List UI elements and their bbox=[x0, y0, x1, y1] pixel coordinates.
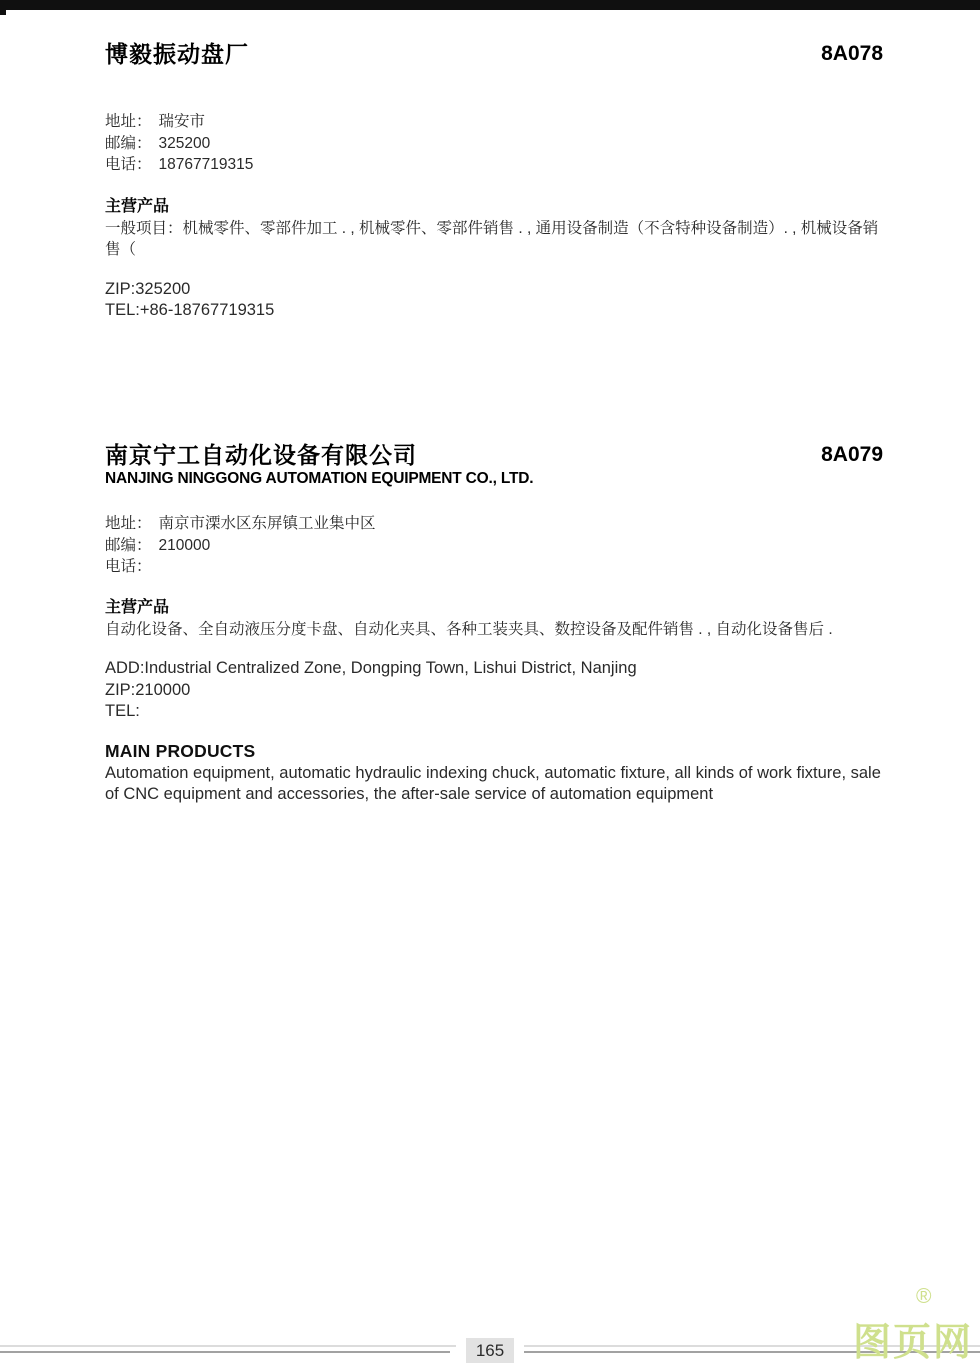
products-text-cn: 一般项目：机械零件、零部件加工 . , 机械零件、零部件销售 . , 通用设备制造（不含特种设备制造）. , 机械设备销售（ bbox=[105, 219, 879, 258]
registered-mark-icon: ® bbox=[916, 1285, 932, 1308]
tel-row bbox=[105, 154, 883, 176]
main-products-text: Automation equipment, automatic hydraulic indexing chuck, automatic fixture, all kinds of work fixture, sale of CNC equipment and accessories, the after-sale service of automation equipment bbox=[105, 763, 881, 803]
contact-block-en bbox=[105, 658, 883, 723]
address-row bbox=[105, 513, 883, 535]
company-name-cn: 南京宁工自动化设备有限公司 bbox=[105, 442, 417, 468]
zip-label: 邮编： bbox=[105, 134, 152, 152]
address-label: 地址： bbox=[105, 113, 152, 130]
address-row bbox=[105, 111, 883, 133]
tel-en-line: TEL: bbox=[105, 702, 140, 720]
zip-value: 325200 bbox=[158, 134, 211, 152]
top-border-left-stub bbox=[0, 0, 6, 15]
company-code: 8A079 bbox=[821, 443, 883, 466]
company-section bbox=[105, 441, 883, 805]
zip-row bbox=[105, 535, 883, 557]
products-heading-cn: 主营产品 bbox=[105, 598, 170, 616]
company-header bbox=[105, 40, 883, 68]
contact-block bbox=[105, 111, 883, 176]
top-border-bar bbox=[0, 0, 980, 10]
company-name-en: NANJING NINGGONG AUTOMATION EQUIPMENT CO., LTD. bbox=[105, 470, 534, 487]
products-heading-cn: 主营产品 bbox=[105, 197, 170, 215]
zip-en-line: ZIP:210000 bbox=[105, 680, 191, 699]
watermark-text: 图页网 bbox=[853, 1322, 974, 1364]
contact-block bbox=[105, 513, 883, 578]
add-en-line: ADD:Industrial Centralized Zone, Dongping Town, Lishui District, Nanjing bbox=[105, 659, 637, 677]
address-value: 瑞安市 bbox=[158, 113, 206, 130]
zip-en-line: ZIP:325200 bbox=[105, 279, 191, 298]
products-text-cn: 自动化设备、全自动液压分度卡盘、自动化夹具、各种工装夹具、数控设备及配件销售 . , 自动化设备售后 . bbox=[105, 620, 833, 638]
watermark-logo bbox=[853, 1284, 980, 1364]
zip-row bbox=[105, 133, 883, 155]
tel-label: 电话： bbox=[105, 156, 152, 173]
main-products-heading: MAIN PRODUCTS bbox=[105, 740, 256, 761]
tel-value: 18767719315 bbox=[158, 156, 254, 173]
zip-label: 邮编： bbox=[105, 536, 152, 554]
address-label: 地址： bbox=[105, 515, 152, 532]
zip-value: 210000 bbox=[158, 536, 211, 554]
company-name-cn: 博毅振动盘厂 bbox=[105, 41, 249, 67]
tel-label: 电话： bbox=[105, 558, 152, 575]
company-section bbox=[105, 40, 883, 322]
tel-en-line: TEL:+86-18767719315 bbox=[105, 301, 275, 319]
company-code: 8A078 bbox=[821, 42, 883, 65]
contact-block-en bbox=[105, 279, 883, 322]
company-header bbox=[105, 441, 883, 469]
footer-rule-left-light bbox=[0, 1345, 456, 1347]
tel-row bbox=[105, 556, 883, 578]
address-value: 南京市溧水区东屏镇工业集中区 bbox=[158, 515, 376, 532]
footer-rule-left-dark bbox=[0, 1351, 450, 1353]
page-number: 165 bbox=[466, 1338, 514, 1363]
